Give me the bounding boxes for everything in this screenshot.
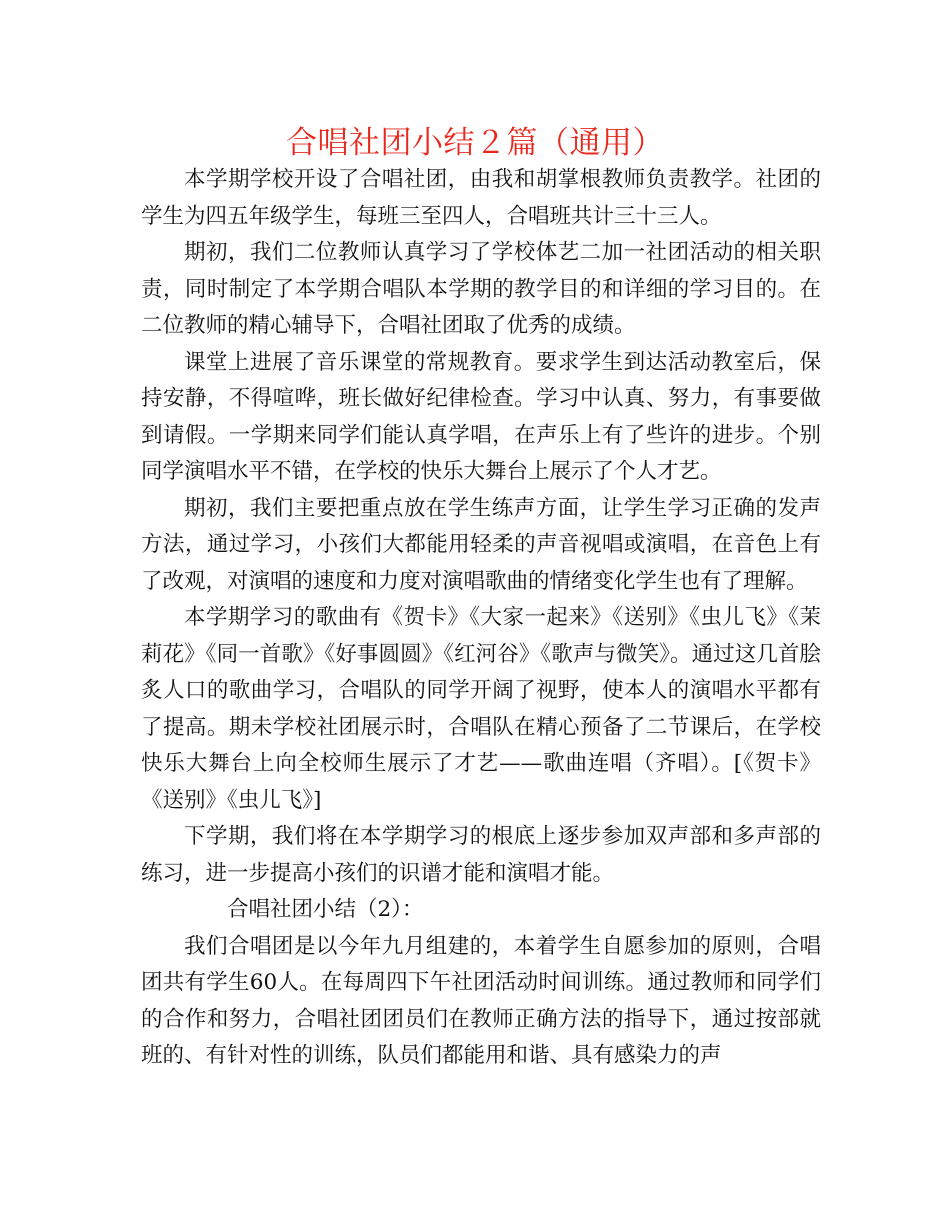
- paragraph-intro: 本学期学校开设了合唱社团，由我和胡掌根教师负责教学。社团的学生为四五年级学生，每班三至四人，合唱班共计三十三人。: [141, 167, 821, 229]
- paragraph-next-term: 下学期，我们将在本学期学习的根底上逐步参加双声部和多声部的练习，进一步提高小孩们的识谱才能和演唱才能。: [141, 824, 821, 886]
- paragraph-vocal-training: 期初，我们主要把重点放在学生练声方面，让学生学习正确的发声方法，通过学习，小孩们大都能用轻柔的声音视唱或演唱，在音色上有了改观，对演唱的速度和力度对演唱歌曲的情绪变化学生也有了理解。: [141, 495, 821, 594]
- paragraph-classroom: 课堂上进展了音乐课堂的常规教育。要求学生到达活动教室后，保持安静，不得喧哗，班长做好纪律检查。学习中认真、努力，有事要做到请假。一学期来同学们能认真学唱，在声乐上有了些许的进步。个别同学演唱水平不错，在学校的快乐大舞台上展示了个人才艺。: [141, 349, 821, 484]
- paragraph-songs: 本学期学习的歌曲有《贺卡》《大家一起来》《送别》《虫儿飞》《茉莉花》《同一首歌》《好事圆圆》《红河谷》《歌声与微笑》。通过这几首脍炙人口的歌曲学习，合唱队的同学开阔了视野，使本人的演唱水平都有了提高。期未学校社团展示时，合唱队在精心预备了二节课后，在学校快乐大舞台上向全校师生展示了才艺——歌曲连唱（齐唱）。[《贺卡》《送别》《虫儿飞》]: [141, 605, 821, 813]
- paragraph-planning: 期初，我们二位教师认真学习了学校体艺二加一社团活动的相关职责，同时制定了本学期合唱队本学期的教学目的和详细的学习目的。在二位教师的精心辅导下，合唱社团取了优秀的成绩。: [141, 240, 821, 338]
- document-body: [141, 162, 821, 1075]
- paragraph-summary-two: 我们合唱团是以今年九月组建的，本着学生自愿参加的原则，合唱团共有学生60人。在每周四下午社团活动时间训练。通过教师和同学们的合作和努力，合唱社团团员们在教师正确方法的指导下，通过按部就班的、有针对性的训练，队员们都能用和谐、具有感染力的声: [141, 933, 821, 1068]
- document-title: 合唱社团小结２篇（通用）: [286, 125, 664, 161]
- section-subheading: 合唱社团小结（2）：: [227, 897, 424, 922]
